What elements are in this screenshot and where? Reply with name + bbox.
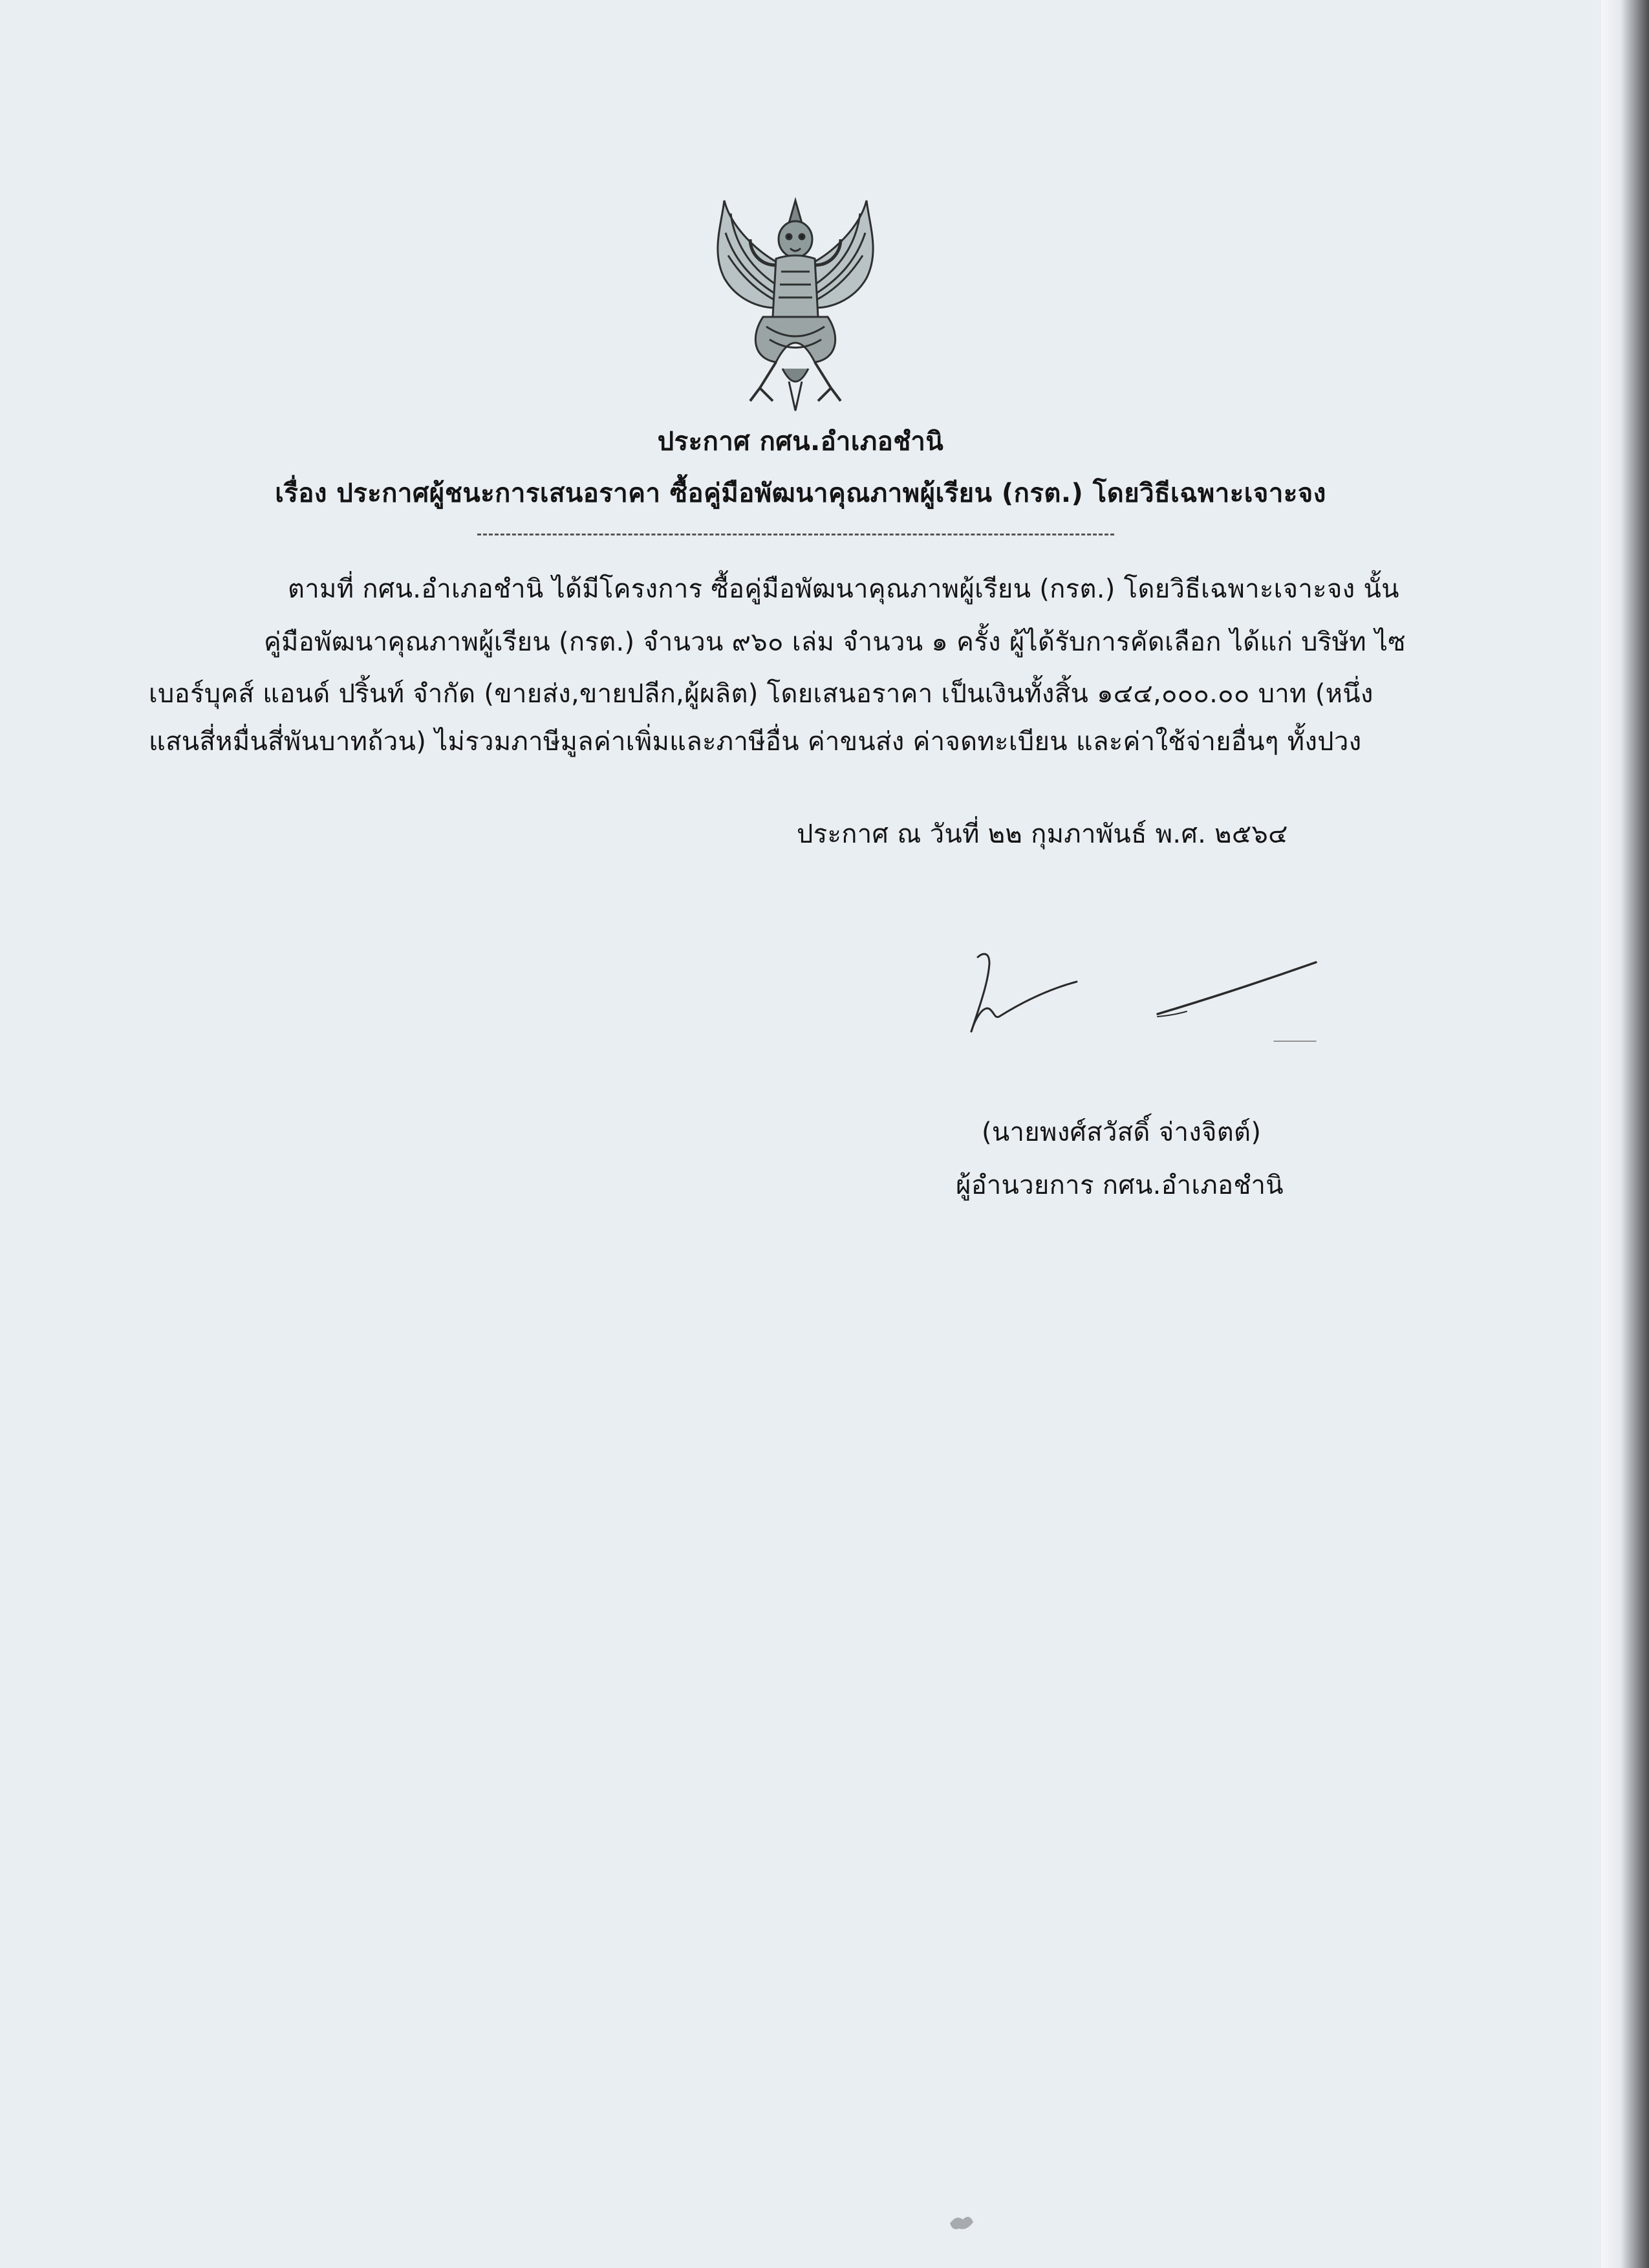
divider	[477, 534, 1114, 535]
signature-image	[964, 944, 1326, 1061]
scan-edge	[1601, 0, 1649, 2268]
body-line-1: ตามที่ กศน.อำเภอชำนิ ได้มีโครงการ ซื้อคู่มือพัฒนาคุณภาพผู้เรียน (กรต.) โดยวิธีเฉพาะเจาะจง นั้น	[288, 574, 1399, 604]
scan-mark-icon	[947, 2210, 976, 2234]
announcement-date: ประกาศ ณ วันที่ ๒๒ กุมภาพันธ์ พ.ศ. ๒๕๖๔	[797, 819, 1288, 849]
signatory-name: (นายพงศ์สวัสดิ์ จ่างจิตต์)	[982, 1118, 1262, 1147]
body-line-3: เบอร์บุคส์ แอนด์ ปริ้นท์ จำกัด (ขายส่ง,ขายปลีก,ผู้ผลิต) โดยเสนอราคา เป็นเงินทั้งสิ้น ๑๔๔,๐๐๐.๐๐ บาท (หนึ่ง	[149, 679, 1374, 709]
garuda-emblem-icon	[685, 188, 905, 420]
signatory-position: ผู้อำนวยการ กศน.อำเภอชำนิ	[956, 1171, 1284, 1200]
announcement-subject: เรื่อง ประกาศผู้ชนะการเสนอราคา ซื้อคู่มือพัฒนาคุณภาพผู้เรียน (กรต.) โดยวิธีเฉพาะเจาะจง	[275, 479, 1326, 508]
body-line-2: คู่มือพัฒนาคุณภาพผู้เรียน (กรต.) จำนวน ๙๖๐ เล่ม จำนวน ๑ ครั้ง ผู้ได้รับการคัดเลือก ได้แก่ บริษัท ไซ	[264, 627, 1406, 657]
body-line-4: แสนสี่หมื่นสี่พันบาทถ้วน) ไม่รวมภาษีมูลค่าเพิ่มและภาษีอื่น ค่าขนส่ง ค่าจดทะเบียน และค่าใช้จ่ายอื่นๆ ทั้งปวง	[149, 727, 1362, 757]
announcement-header: ประกาศ กศน.อำเภอชำนิ	[657, 427, 944, 457]
